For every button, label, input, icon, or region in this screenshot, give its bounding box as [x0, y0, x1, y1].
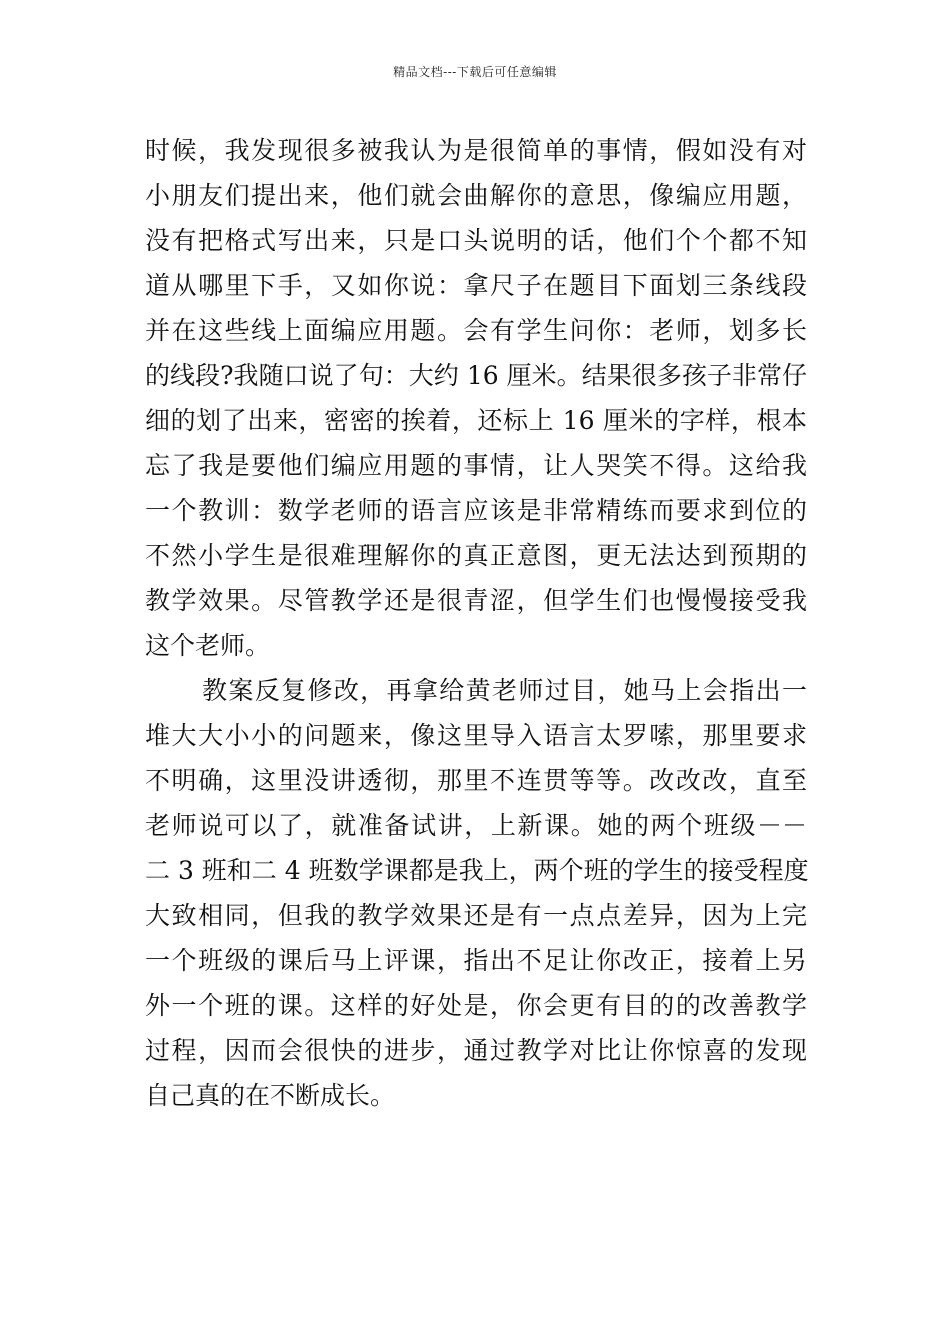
text-line: 道从哪里下手，又如你说：拿尺子在题目下面划三条线段 — [145, 271, 807, 300]
document-body — [145, 128, 807, 1118]
text-line: 时候，我发现很多被我认为是很简单的事情，假如没有对 — [145, 136, 807, 165]
text-line: 教学效果。尽管教学还是很青涩，但学生们也慢慢接受我 — [145, 586, 807, 615]
text-line: 一个班级的课后马上评课，指出不足让你改正，接着上另 — [145, 946, 807, 975]
text-line: 小朋友们提出来，他们就会曲解你的意思，像编应用题， — [145, 181, 807, 210]
text-line: 不然小学生是很难理解你的真正意图，更无法达到预期的 — [145, 541, 807, 570]
text-line: 这个老师。 — [145, 631, 271, 660]
text-line: 老师说可以了，就准备试讲，上新课。她的两个班级－－ — [145, 811, 807, 840]
paragraph-1 — [145, 128, 807, 668]
text-line: 教案反复修改，再拿给黄老师过目，她马上会指出一 — [202, 676, 807, 705]
text-line: 一个教训：数学老师的语言应该是非常精练而要求到位的 — [145, 496, 807, 525]
text-line: 自己真的在不断成长。 — [145, 1081, 396, 1110]
text-line: 忘了我是要他们编应用题的事情，让人哭笑不得。这给我 — [145, 451, 807, 480]
text-line: 堆大大小小的问题来，像这里导入语言太罗嗦，那里要求 — [145, 721, 807, 750]
page-header: 精品文档---下载后可任意编辑 — [393, 65, 557, 79]
text-line: 二 3 班和二 4 班数学课都是我上，两个班的学生的接受程度 — [145, 856, 809, 885]
text-line: 过程，因而会很快的进步，通过教学对比让你惊喜的发现 — [145, 1036, 807, 1065]
text-line: 外一个班的课。这样的好处是，你会更有目的的改善教学 — [145, 991, 807, 1020]
text-line: 细的划了出来，密密的挨着，还标上 16 厘米的字样，根本 — [145, 406, 807, 435]
text-line: 不明确，这里没讲透彻，那里不连贯等等。改改改，直至 — [145, 766, 807, 795]
text-line: 的线段?我随口说了句：大约 16 厘米。结果很多孩子非常仔 — [145, 361, 807, 390]
text-line: 并在这些线上面编应用题。会有学生问你：老师，划多长 — [145, 316, 807, 345]
text-line: 大致相同，但我的教学效果还是有一点点差异，因为上完 — [145, 901, 807, 930]
text-line: 没有把格式写出来，只是口头说明的话，他们个个都不知 — [145, 226, 807, 255]
paragraph-2 — [145, 668, 807, 1118]
